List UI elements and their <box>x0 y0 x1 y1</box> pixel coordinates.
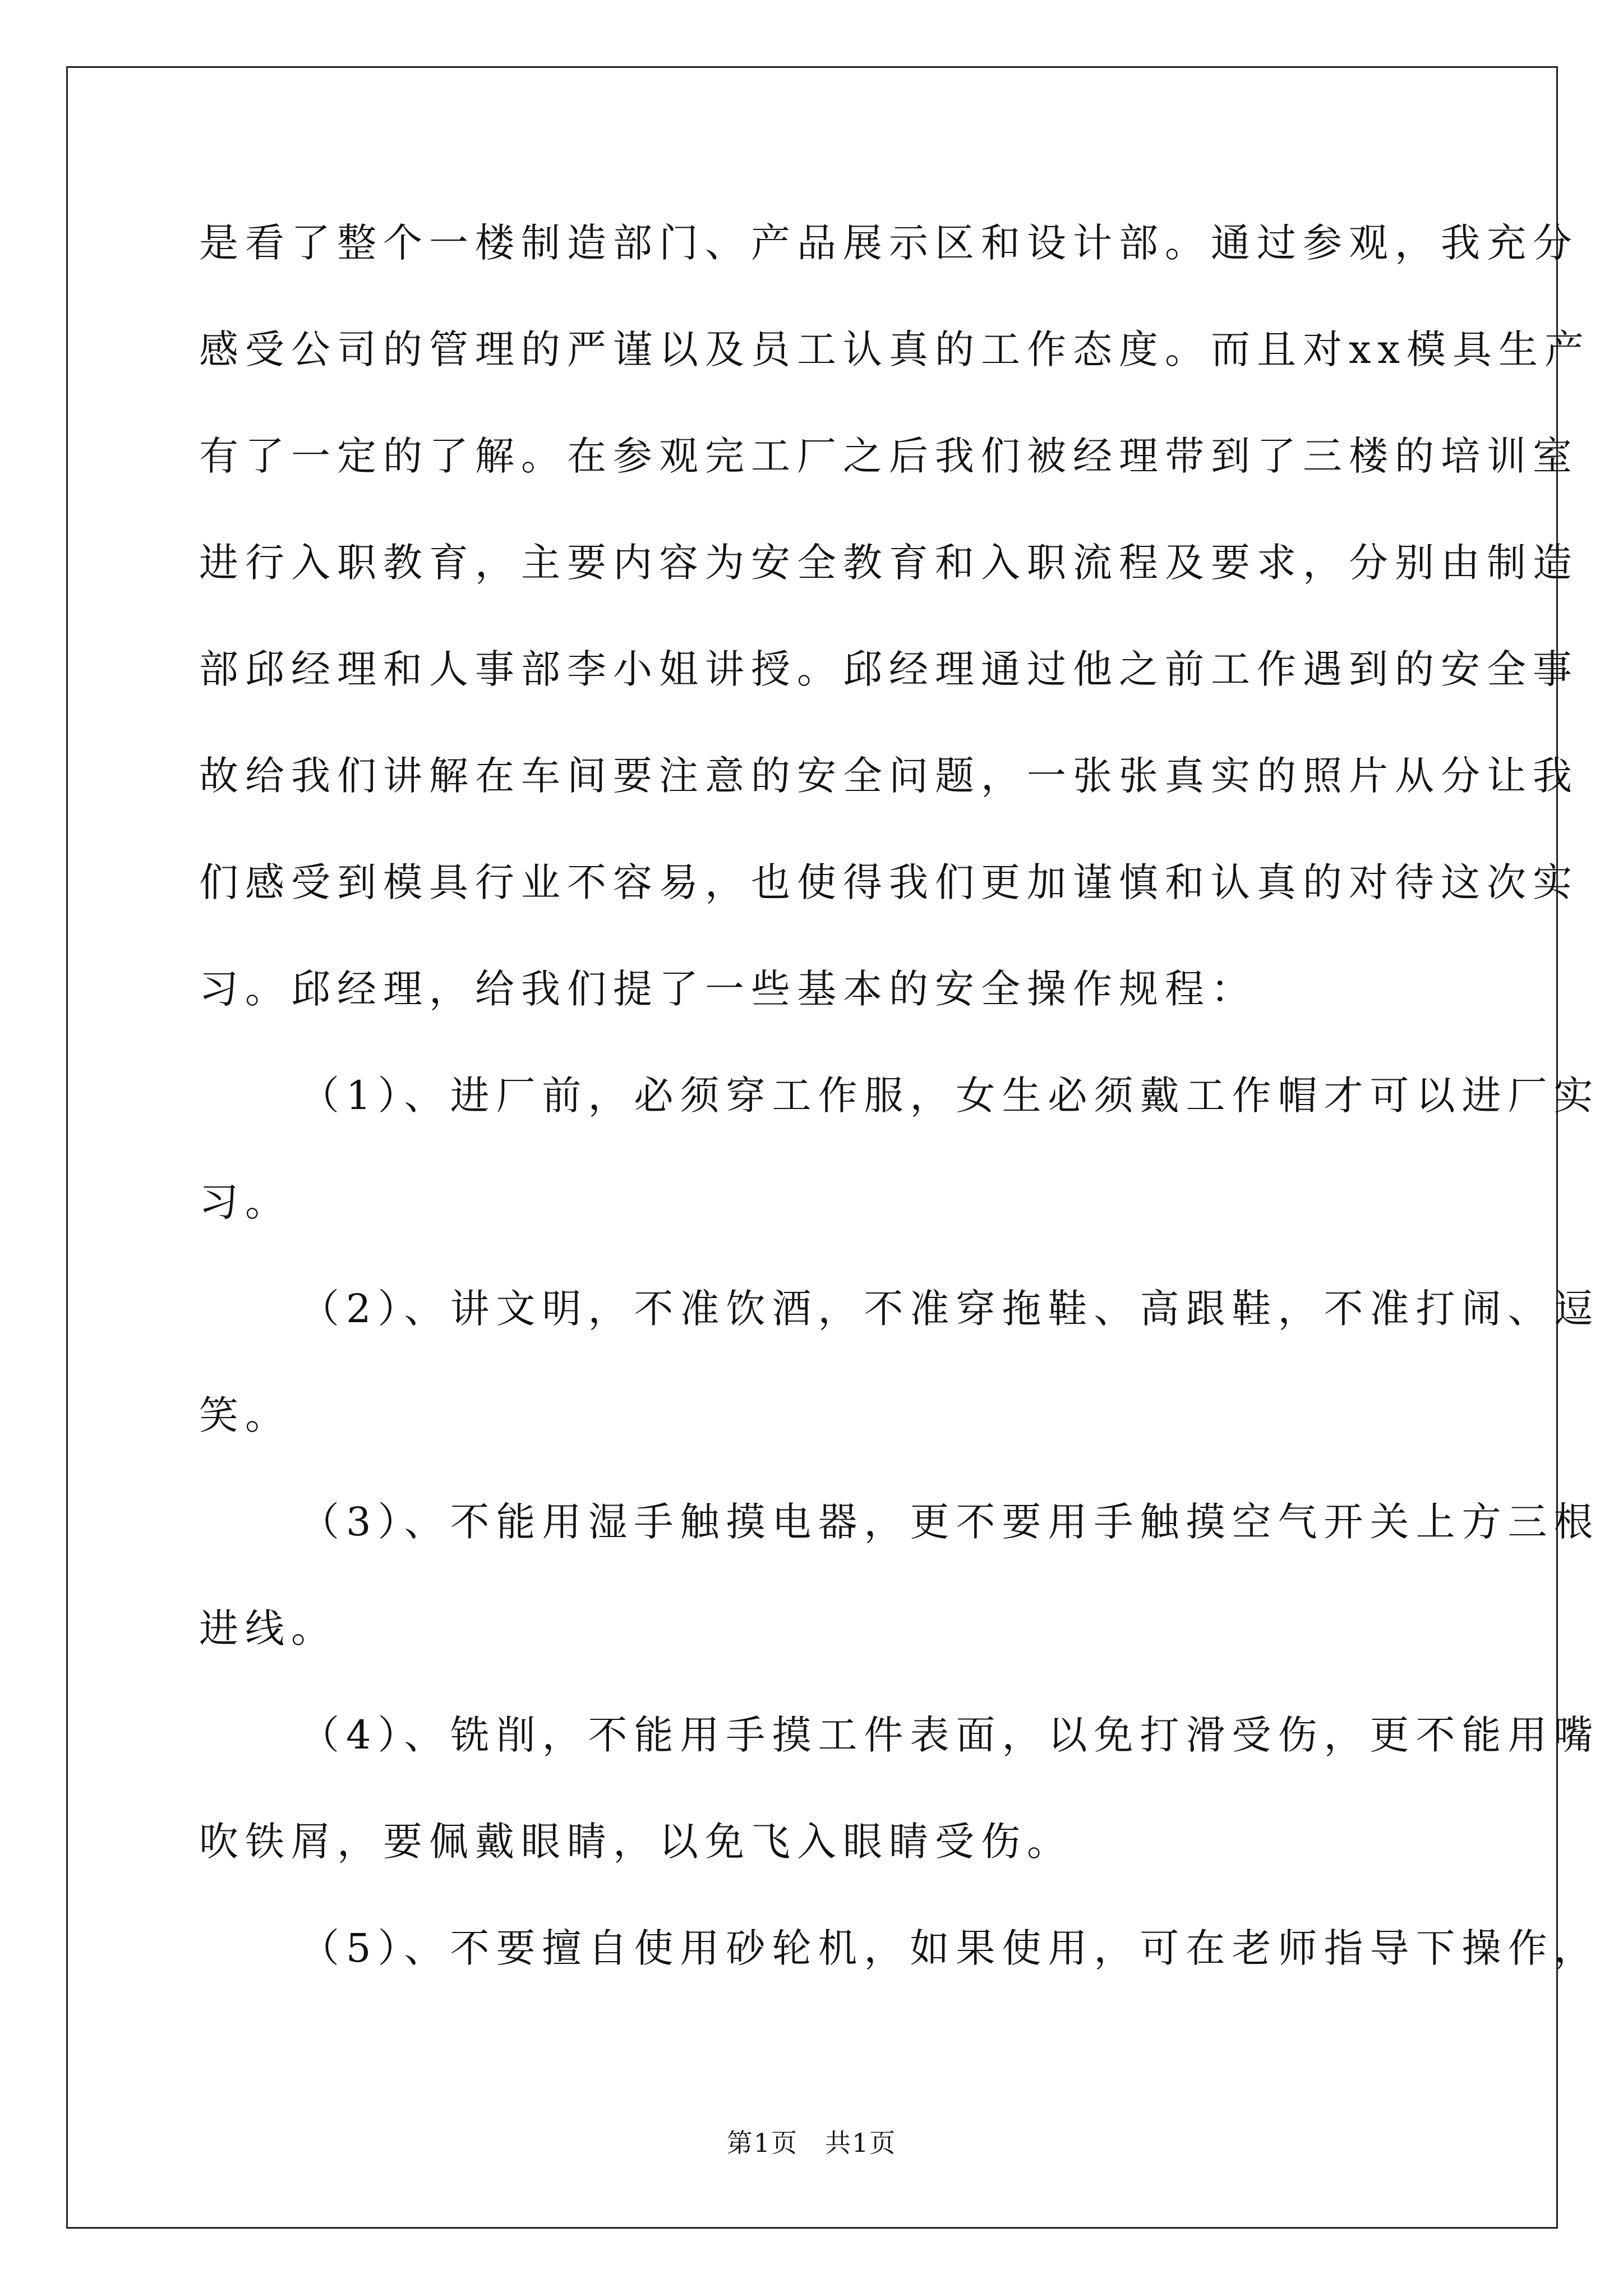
text-line: 是看了整个一楼制造部门、产品展示区和设计部。通过参观，我充分 <box>199 220 1579 266</box>
text-line: 感受公司的管理的严谨以及员工认真的工作态度。而且对xx模具生产 <box>199 326 1590 372</box>
page-border <box>66 66 1558 2229</box>
list-item-4-continuation: 吹铁屑，要佩戴眼睛，以免飞入眼睛受伤。 <box>199 1819 1073 1865</box>
text-line: 进行入职教育，主要内容为安全教育和入职流程及要求，分别由制造 <box>199 540 1579 586</box>
text-line: 习。邱经理，给我们提了一些基本的安全操作规程： <box>199 966 1257 1012</box>
list-item-4-line: （4）、铣削，不能用手摸工件表面，以免打滑受伤，更不能用嘴 <box>300 1712 1600 1758</box>
list-item-3-continuation: 进线。 <box>199 1605 337 1651</box>
list-item-1-continuation: 习。 <box>199 1179 291 1225</box>
text-line: 们感受到模具行业不容易，也使得我们更加谨慎和认真的对待这次实 <box>199 859 1579 905</box>
text-line: 故给我们讲解在车间要注意的安全问题，一张张真实的照片从分让我 <box>199 753 1579 799</box>
list-item-3-line: （3）、不能用湿手触摸电器，更不要用手触摸空气开关上方三根 <box>300 1499 1600 1545</box>
list-item-2-continuation: 笑。 <box>199 1392 291 1438</box>
list-item-5-line: （5）、不要擅自使用砂轮机，如果使用，可在老师指导下操作， <box>300 1925 1600 1971</box>
text-line: 有了一定的了解。在参观完工厂之后我们被经理带到了三楼的培训室 <box>199 433 1579 479</box>
page-footer: 第1页 共1页 <box>726 2128 897 2158</box>
list-item-2-line: （2）、讲文明，不准饮酒，不准穿拖鞋、高跟鞋，不准打闹、逗 <box>300 1286 1600 1332</box>
list-item-1-line: （1）、进厂前，必须穿工作服，女生必须戴工作帽才可以进厂实 <box>300 1073 1600 1119</box>
text-line: 部邱经理和人事部李小姐讲授。邱经理通过他之前工作遇到的安全事 <box>199 646 1579 692</box>
